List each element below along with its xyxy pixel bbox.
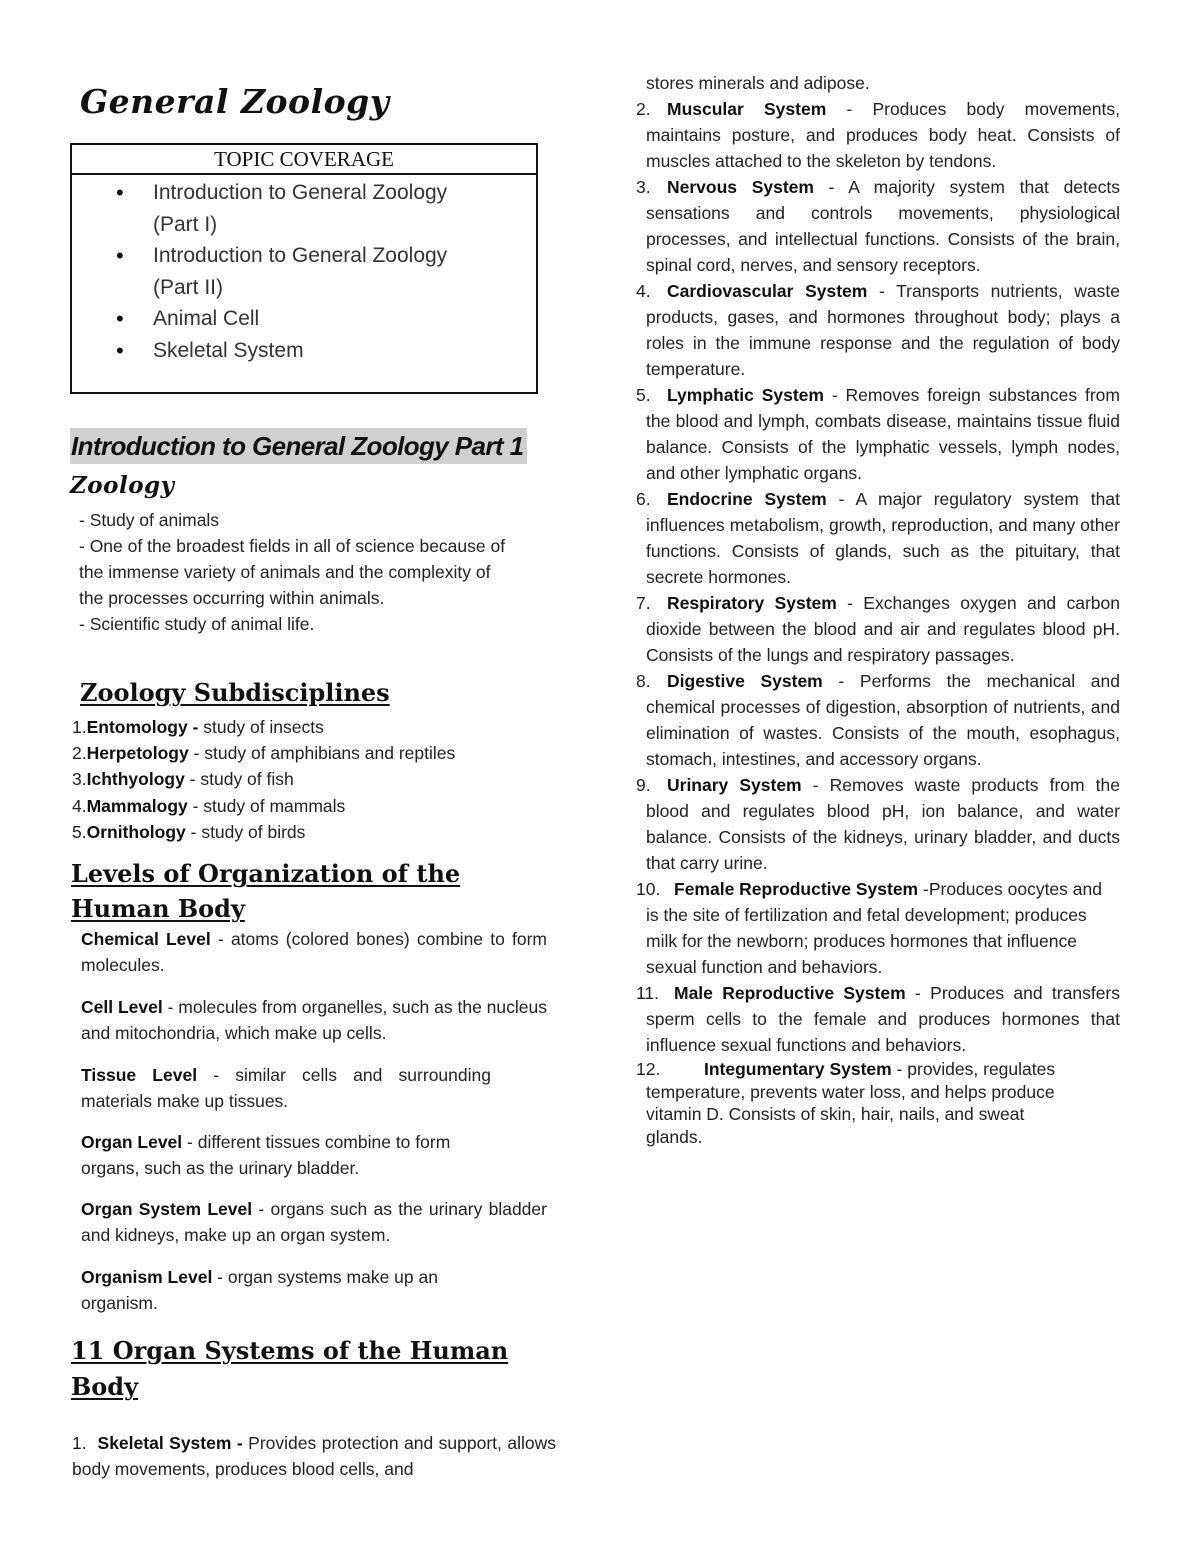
list-item xyxy=(72,793,552,819)
level-desc: - similar cells and surrounding materials make up tissues. xyxy=(81,1065,491,1111)
item-desc: - study of birds xyxy=(185,821,306,842)
organ-system-4 xyxy=(636,278,1120,382)
system-name: Female Reproductive System xyxy=(674,879,919,899)
item-number: 5. xyxy=(72,821,87,842)
item-number: 8. xyxy=(636,671,651,691)
subdisciplines-heading: Zoology Subdisciplines xyxy=(80,678,390,707)
definition-line: - Study of animals xyxy=(79,510,220,530)
organ-system-12 xyxy=(636,1058,1120,1148)
level-desc: - organ systems make up an organism. xyxy=(81,1267,438,1313)
level-term: Organ System Level xyxy=(81,1199,253,1219)
organ-system-1-continued: stores minerals and adipose. xyxy=(646,73,870,93)
item-number: 11. xyxy=(636,983,660,1003)
topic-coverage-list xyxy=(72,177,536,366)
system-name: Cardiovascular System xyxy=(667,281,868,301)
topic-item: • Animal Cell xyxy=(72,303,536,335)
system-name: Lymphatic System xyxy=(667,385,824,405)
system-name: Endocrine System xyxy=(667,489,827,509)
item-number: 4. xyxy=(636,281,651,301)
level-desc: - organs such as the urinary bladder and kidneys, make up an organ system. xyxy=(81,1199,547,1245)
system-desc: - Removes waste products from the blood and regulates blood pH, ion balance, and water balance. Consists of the kidneys, urinary bladder, and ducts that carry urine. xyxy=(646,775,1121,873)
item-term: Ichthyology xyxy=(86,769,185,790)
item-number: 2. xyxy=(636,99,651,119)
system-desc: - Performs the mechanical and chemical processes of digestion, absorption of nutrients, and elimination of wastes. Consists of the mouth, esophagus, stomach, intestines, and accessory organs. xyxy=(646,671,1120,769)
system-desc: - provides, regulates temperature, prevents water loss, and helps produce vitamin D. Consists of skin, hair, nails, and sweat glands. xyxy=(646,1059,1056,1147)
level-term: Cell Level xyxy=(81,997,163,1017)
item-desc: - study of amphibians and reptiles xyxy=(188,743,456,764)
list-item xyxy=(72,740,552,766)
system-desc: - Removes foreign substances from the blood and lymph, combats disease, maintains tissue fluid balance. Consists of the lymphatic vessels, lymph nodes, and other lymphatic organs. xyxy=(646,385,1120,483)
system-name: Male Reproductive System xyxy=(674,983,906,1003)
system-desc: Provides protection and support, allows body movements, produces blood cells, and xyxy=(72,1433,556,1479)
item-number: 5. xyxy=(636,385,651,405)
levels-heading: Levels of Organization of the Human Body xyxy=(71,859,461,923)
topic-coverage-header: TOPIC COVERAGE xyxy=(72,145,536,175)
right-column xyxy=(636,70,1120,1148)
section-heading: Introduction to General Zoology Part 1 xyxy=(70,428,527,464)
item-number: 12. xyxy=(636,1059,661,1079)
item-desc: study of insects xyxy=(198,717,324,737)
list-item xyxy=(72,819,552,845)
item-number: 2. xyxy=(72,743,87,764)
organ-system-11 xyxy=(636,980,1120,1058)
system-name: Respiratory System xyxy=(667,593,837,613)
item-number: 6. xyxy=(636,489,651,509)
organ-system-9 xyxy=(636,772,1120,876)
item-number: 7. xyxy=(636,593,651,613)
system-name: Skeletal System - xyxy=(97,1433,243,1453)
definition-line: - One of the broadest fields in all of science because of the immense variety of animals and the complexity of the processes occurring within animals. xyxy=(79,536,506,608)
organ-system-1 xyxy=(72,1430,556,1482)
organ-system-3 xyxy=(636,174,1120,278)
item-number: 10. xyxy=(636,879,661,899)
organ-system-8 xyxy=(636,668,1120,772)
organ-systems-heading: 11 Organ Systems of the Human Body xyxy=(71,1336,509,1401)
item-number: 9. xyxy=(636,775,651,795)
level-desc: - molecules from organelles, such as the nucleus and mitochondria, which make up cells. xyxy=(81,997,547,1043)
item-term: Mammalogy xyxy=(86,795,188,816)
system-desc: - Produces and transfers sperm cells to the female and produces hormones that influence sexual functions and behaviors. xyxy=(646,983,1121,1055)
list-item xyxy=(72,766,552,792)
organ-system-2 xyxy=(636,96,1120,174)
item-number: 3. xyxy=(636,177,651,197)
system-desc: - A major regulatory system that influences metabolism, growth, reproduction, and many other functions. Consists of glands, such as the pituitary, that secrete hormones. xyxy=(646,489,1120,587)
topic-coverage-box xyxy=(70,143,538,394)
system-desc: -Produces oocytes and is the site of fertilization and fetal development; produces milk for the newborn; produces hormones that influence sexual function and behaviors. xyxy=(646,879,1102,977)
definition-line: - Scientific study of animal life. xyxy=(79,614,315,634)
system-desc: - Transports nutrients, waste products, gases, and hormones throughout body; plays a roles in the immune response and the regulation of body temperature. xyxy=(646,281,1120,379)
system-name: Digestive System xyxy=(667,671,823,691)
item-number: 3. xyxy=(72,769,87,790)
system-desc: - A majority system that detects sensations and controls movements, physiological processes, and intellectual functions. Consists of the brain, spinal cord, nerves, and sensory receptors. xyxy=(646,177,1120,275)
system-desc: - Produces body movements, maintains posture, and produces body heat. Consists of muscles attached to the skeleton by tendons. xyxy=(646,99,1120,171)
item-number: 4. xyxy=(72,795,87,816)
system-name: Integumentary System xyxy=(704,1059,892,1079)
system-name: Nervous System xyxy=(667,177,814,197)
item-desc: - study of fish xyxy=(184,769,294,790)
level-term: Organism Level xyxy=(81,1267,213,1287)
level-desc: - different tissues combine to form organs, such as the urinary bladder. xyxy=(81,1132,451,1178)
item-number: 1. xyxy=(72,717,87,737)
level-organ xyxy=(81,1129,511,1181)
item-term: Entomology - xyxy=(86,717,199,737)
system-name: Muscular System xyxy=(667,99,827,119)
level-term: Chemical Level xyxy=(81,929,211,949)
zoology-definitions xyxy=(79,507,509,637)
level-organism xyxy=(81,1264,491,1316)
organ-system-6 xyxy=(636,486,1120,590)
level-chemical xyxy=(81,926,547,978)
level-tissue xyxy=(81,1062,491,1114)
level-organ-system xyxy=(81,1196,547,1248)
item-term: Ornithology xyxy=(86,821,186,842)
document-title: General Zoology xyxy=(80,82,390,121)
level-desc: - atoms (colored bones) combine to form molecules. xyxy=(81,929,547,975)
organ-system-7 xyxy=(636,590,1120,668)
topic-item: • Skeletal System xyxy=(72,335,536,367)
system-desc: - Exchanges oxygen and carbon dioxide between the blood and air and regulates blood pH. Consists of the lungs and respiratory passages. xyxy=(646,593,1120,665)
organ-system-10 xyxy=(636,876,1120,980)
level-term: Tissue Level xyxy=(81,1065,198,1085)
list-item xyxy=(72,714,552,740)
item-term: Herpetology xyxy=(86,743,189,764)
zoology-heading: Zoology xyxy=(70,472,175,499)
item-desc: - study of mammals xyxy=(187,795,346,816)
level-cell xyxy=(81,994,547,1046)
organ-system-5 xyxy=(636,382,1120,486)
topic-item: • Introduction to General Zoology (Part II) xyxy=(72,240,453,303)
level-term: Organ Level xyxy=(81,1132,183,1152)
subdisciplines-list xyxy=(72,714,552,845)
item-number: 1. xyxy=(72,1433,87,1453)
topic-item: • Introduction to General Zoology (Part I) xyxy=(72,177,453,240)
system-name: Urinary System xyxy=(667,775,802,795)
